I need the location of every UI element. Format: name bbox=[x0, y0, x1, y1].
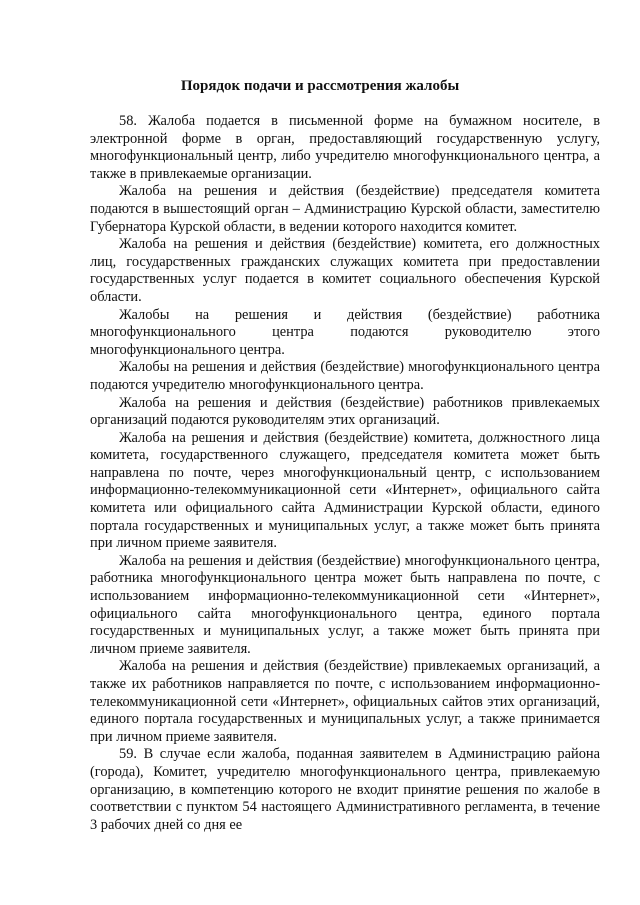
section-title: Порядок подачи и рассмотрения жалобы bbox=[180, 78, 460, 94]
paragraph: Жалоба на решения и действия (бездействие) многофункционального центра, работника многофункционального центра может быть направлена по почте, с использованием информационно-телекоммуникационной сети «Интернет», официального сайта многофункционального центра, единого портала государственных и муниципальных услуг, а также может быть принята при личном приеме заявителя. bbox=[90, 552, 600, 657]
paragraph: Жалобы на решения и действия (бездействие) многофункционального центра подаются учредителю многофункционального центра. bbox=[90, 359, 600, 393]
paragraph: Жалобы на решения и действия (бездействие) работника многофункционального центра подаются руководителю этого многофункционального центра. bbox=[90, 306, 600, 358]
paragraph-59: 59. В случае если жалоба, поданная заявителем в Администрацию района (города), Комитет, учредителю многофункционального центра, привлекаемую организацию, в компетенцию которого не входит принятие решения по жалобе в соответствии с пунктом 54 настоящего Административного регламента, в течение 3 рабочих дней со дня ее bbox=[90, 746, 600, 833]
paragraph: Жалоба на решения и действия (бездействие) привлекаемых организаций, а также их работников направляется по почте, с использованием информационно-телекоммуникационной сети «Интернет», официальных сайтов этих организаций, единого портала государственных и муниципальных услуг, а также принимается при личном приеме заявителя. bbox=[90, 658, 600, 745]
paragraph: Жалоба на решения и действия (бездействие) работников привлекаемых организаций подаются руководителям этих организаций. bbox=[90, 394, 600, 429]
paragraph-58: 58. Жалоба подается в письменной форме на бумажном носителе, в электронной форме в орган, предоставляющий государственную услугу, многофункциональный центр, либо учредителю многофункционального центра, а также в привлекаемые организации. bbox=[90, 113, 600, 182]
document-body bbox=[90, 113, 600, 834]
paragraph: Жалоба на решения и действия (бездействие) комитета, должностного лица комитета, государственного служащего, председателя комитета может быть направлена по почте, через многофункциональный центр, с использованием информационно-телекоммуникационной сети «Интернет», официального сайта комитета или официального сайта Администрации Курской области, единого портала государственных и муниципальных услуг, а также может быть принята при личном приеме заявителя. bbox=[90, 429, 600, 552]
paragraph: Жалоба на решения и действия (бездействие) председателя комитета подаются в вышестоящий орган – Администрацию Курской области, заместителю Губернатора Курской области, в ведении которого находится комитет. bbox=[90, 183, 600, 235]
paragraph: Жалоба на решения и действия (бездействие) комитета, его должностных лиц, государственных гражданских служащих комитета при предоставлении государственных услуг подается в комитет социального обеспечения Курской области. bbox=[90, 236, 600, 305]
